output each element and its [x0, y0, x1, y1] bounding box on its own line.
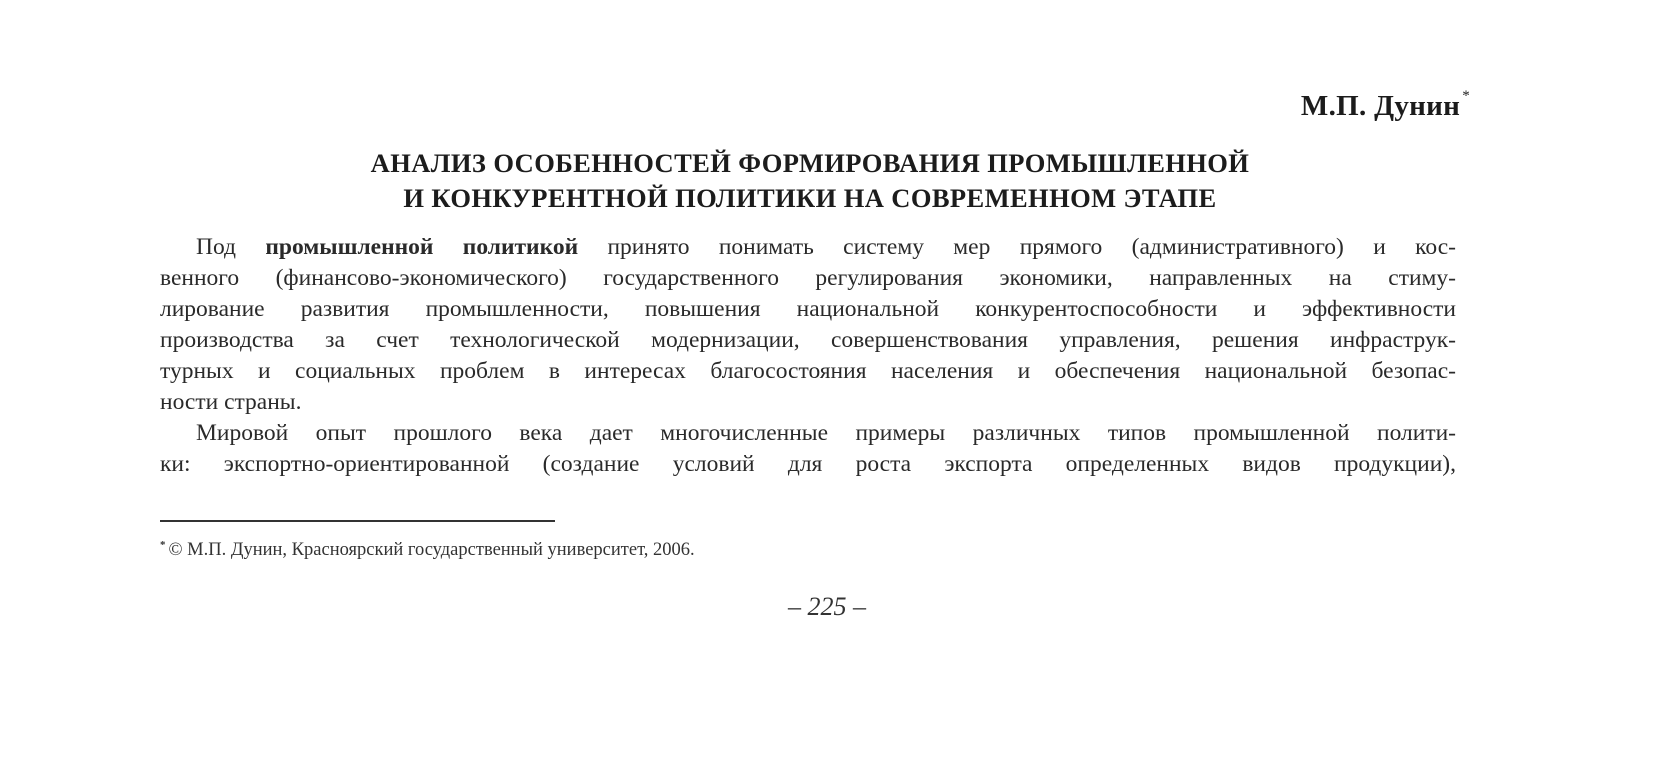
paragraph-1-line-2: венного (финансово-экономического) государственного регулирования экономики, направленных на стиму- — [160, 265, 1456, 291]
paragraph-1-prefix: Под — [196, 234, 266, 260]
article-title-line-2: И КОНКУРЕНТНОЙ ПОЛИТИКИ НА СОВРЕМЕННОМ ЭТАПЕ — [403, 183, 1217, 213]
paragraph-1-line-5: турных и социальных проблем в интересах благосостояния населения и обеспечения национальной безопас- — [160, 358, 1456, 384]
footnote-mark: * — [160, 539, 166, 551]
paragraph-1-line-4: производства за счет технологической модернизации, совершенствования управления, решения инфраструк- — [160, 327, 1456, 353]
paragraph-1-line-3: лирование развития промышленности, повышения национальной конкурентоспособности и эффективности — [160, 296, 1456, 322]
page-number: – 225 – — [788, 592, 866, 621]
article-body — [160, 232, 1456, 480]
footnote — [160, 540, 695, 561]
footnote-divider — [160, 520, 555, 522]
paragraph-1-line-1-rest: принято понимать систему мер прямого (административного) и кос- — [578, 234, 1456, 260]
author-name — [1301, 90, 1470, 123]
author-name-text: М.П. Дунин — [1300, 90, 1461, 122]
article-title-line-1: АНАЛИЗ ОСОБЕННОСТЕЙ ФОРМИРОВАНИЯ ПРОМЫШЛЕННОЙ — [370, 148, 1250, 178]
paragraph-2-line-1: Мировой опыт прошлого века дает многочисленные примеры различных типов промышленной полити- — [196, 420, 1456, 446]
article-title — [160, 146, 1460, 216]
footnote-text: © М.П. Дунин, Красноярский государственный университет, 2006. — [168, 540, 695, 560]
paragraph-2-line-2: ки: экспортно-ориентированной (создание условий для роста экспорта определенных видов продукции), — [160, 451, 1456, 477]
paragraph-1-line-6: ности страны. — [160, 389, 302, 415]
paragraph-1-bold-term: промышленной политикой — [265, 234, 579, 260]
author-footnote-mark: * — [1462, 88, 1470, 105]
paragraph-1-line-1 — [160, 232, 1456, 263]
